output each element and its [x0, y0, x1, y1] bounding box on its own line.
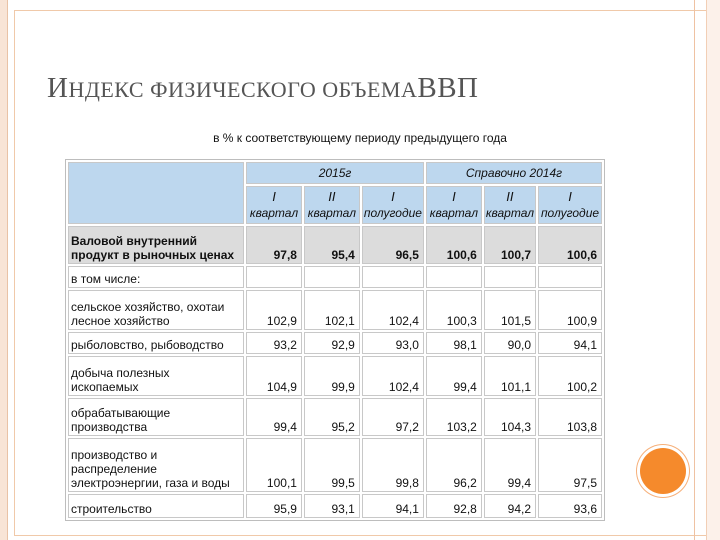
period-number: I: [568, 189, 572, 204]
table-row: [67, 289, 603, 331]
value-cell: 95,2: [303, 397, 361, 437]
value-cell: 93,0: [361, 331, 425, 355]
value-cell: 100,9: [537, 289, 603, 331]
gdp-index-table: [66, 160, 604, 520]
right-decor-band: [706, 0, 720, 540]
value-cell: 100,1: [245, 437, 303, 493]
period-number: II: [506, 189, 514, 204]
value-cell: 97,8: [245, 225, 303, 265]
value-cell: 94,1: [361, 493, 425, 519]
row-label: в том числе:: [67, 265, 245, 289]
header-row-years: [67, 161, 603, 185]
period-number: I: [452, 189, 456, 204]
value-cell: 99,4: [425, 355, 483, 397]
period-header: [245, 185, 303, 225]
value-cell: 94,1: [537, 331, 603, 355]
slide-title: [47, 72, 479, 105]
value-cell: 92,9: [303, 331, 361, 355]
value-cell: 99,9: [303, 355, 361, 397]
value-cell: 92,8: [425, 493, 483, 519]
value-cell: 99,4: [245, 397, 303, 437]
value-cell: 102,4: [361, 355, 425, 397]
period-label: полугодие: [540, 206, 600, 220]
value-cell: [361, 265, 425, 289]
title-initial: И: [47, 72, 69, 104]
period-label: квартал: [307, 206, 356, 220]
period-header: [361, 185, 425, 225]
period-header: [537, 185, 603, 225]
value-cell: 97,2: [361, 397, 425, 437]
value-cell: 96,5: [361, 225, 425, 265]
value-cell: 95,9: [245, 493, 303, 519]
left-decor-band: [0, 0, 8, 540]
value-cell: 102,1: [303, 289, 361, 331]
table-row: [67, 355, 603, 397]
period-number: I: [391, 189, 395, 204]
value-cell: [245, 265, 303, 289]
table-row: [67, 331, 603, 355]
title-acronym: ВВП: [417, 72, 479, 104]
row-label: добыча полезных ископаемых: [67, 355, 245, 397]
row-label: производство и распределение электроэнергии, газа и воды: [67, 437, 245, 493]
table-row: [67, 397, 603, 437]
value-cell: 99,8: [361, 437, 425, 493]
table-caption: в % к соответствующему периоду предыдущего года: [213, 131, 507, 145]
value-cell: 99,5: [303, 437, 361, 493]
right-frame-line: [694, 0, 695, 540]
value-cell: 104,9: [245, 355, 303, 397]
period-header: [483, 185, 537, 225]
table-row: [67, 493, 603, 519]
period-number: I: [272, 189, 276, 204]
period-label: полугодие: [363, 206, 422, 220]
value-cell: 100,3: [425, 289, 483, 331]
value-cell: 94,2: [483, 493, 537, 519]
value-cell: 97,5: [537, 437, 603, 493]
period-header: [303, 185, 361, 225]
value-cell: 101,1: [483, 355, 537, 397]
table-row: [67, 225, 603, 265]
period-label: квартал: [429, 206, 478, 220]
value-cell: [537, 265, 603, 289]
value-cell: 93,1: [303, 493, 361, 519]
value-cell: 100,6: [425, 225, 483, 265]
header-corner: [67, 161, 245, 225]
row-label: рыболовство, рыбоводство: [67, 331, 245, 355]
row-label: строительство: [67, 493, 245, 519]
decor-circle: [640, 448, 686, 494]
value-cell: [303, 265, 361, 289]
value-cell: 93,6: [537, 493, 603, 519]
header-2014-ref: Справочно 2014г: [425, 161, 603, 185]
value-cell: 100,6: [537, 225, 603, 265]
row-label: обрабатывающие производства: [67, 397, 245, 437]
value-cell: 100,2: [537, 355, 603, 397]
value-cell: 90,0: [483, 331, 537, 355]
value-cell: 95,4: [303, 225, 361, 265]
period-label: квартал: [485, 206, 535, 220]
value-cell: 99,4: [483, 437, 537, 493]
value-cell: [483, 265, 537, 289]
header-2015: 2015г: [245, 161, 425, 185]
period-label: квартал: [249, 206, 299, 220]
value-cell: 93,2: [245, 331, 303, 355]
value-cell: 104,3: [483, 397, 537, 437]
value-cell: [425, 265, 483, 289]
value-cell: 102,4: [361, 289, 425, 331]
value-cell: 103,2: [425, 397, 483, 437]
period-number: II: [328, 189, 336, 204]
row-label: Валовой внутренний продукт в рыночных ценах: [67, 225, 245, 265]
value-cell: 100,7: [483, 225, 537, 265]
row-label: сельское хозяйство, охотаи лесное хозяйство: [67, 289, 245, 331]
title-smallcaps: НДЕКС ФИЗИЧЕСКОГО ОБЪЕМА: [68, 77, 418, 102]
value-cell: 102,9: [245, 289, 303, 331]
value-cell: 98,1: [425, 331, 483, 355]
value-cell: 101,5: [483, 289, 537, 331]
value-cell: 96,2: [425, 437, 483, 493]
value-cell: 103,8: [537, 397, 603, 437]
period-header: [425, 185, 483, 225]
table-row: [67, 437, 603, 493]
table-row: [67, 265, 603, 289]
